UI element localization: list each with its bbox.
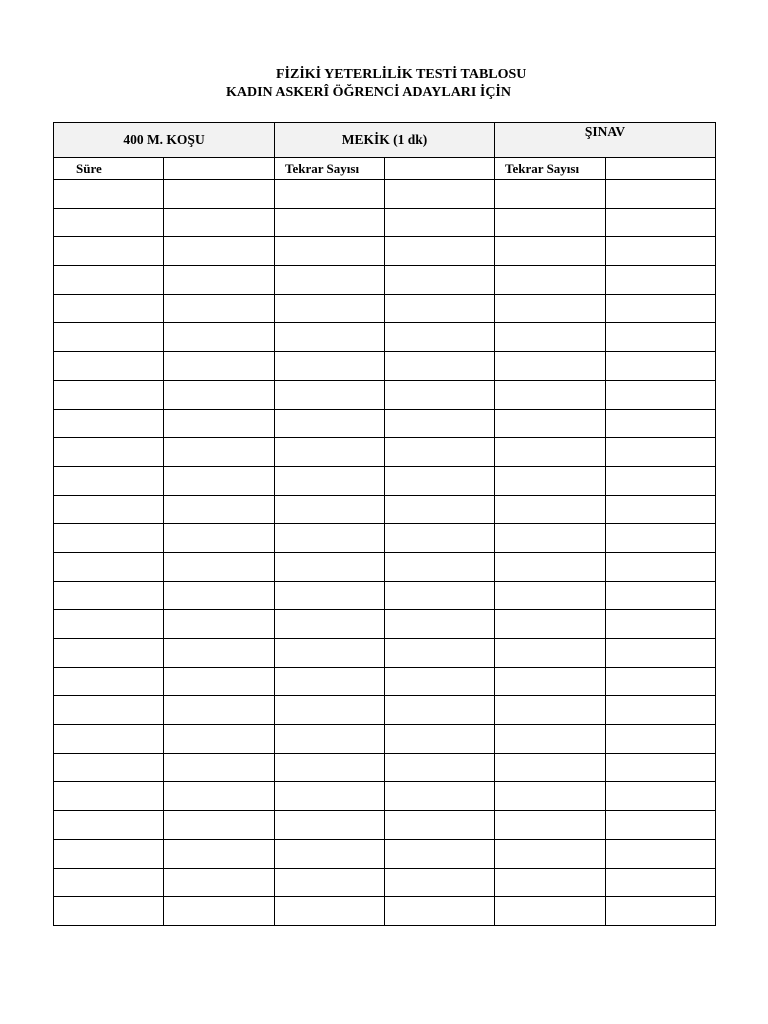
table-cell[interactable]: [495, 868, 606, 897]
table-cell[interactable]: [606, 753, 716, 782]
table-cell[interactable]: [385, 208, 495, 237]
table-cell[interactable]: [606, 180, 716, 209]
table-cell[interactable]: [385, 352, 495, 381]
table-row: [54, 352, 716, 381]
table-cell[interactable]: [385, 552, 495, 581]
group-header-pushups: ŞINAV: [495, 123, 716, 158]
table-cell[interactable]: [385, 725, 495, 754]
table-cell[interactable]: [164, 868, 275, 897]
table-cell[interactable]: [275, 438, 385, 467]
table-cell[interactable]: [164, 610, 275, 639]
table-cell[interactable]: [275, 811, 385, 840]
table-cell[interactable]: [164, 839, 275, 868]
table-cell[interactable]: [385, 495, 495, 524]
table-cell[interactable]: [54, 323, 164, 352]
table-cell[interactable]: [606, 409, 716, 438]
table-cell[interactable]: [164, 352, 275, 381]
table-row: [54, 208, 716, 237]
table-cell[interactable]: [495, 524, 606, 553]
table-cell[interactable]: [495, 495, 606, 524]
table-cell[interactable]: [385, 466, 495, 495]
table-cell[interactable]: [275, 180, 385, 209]
table-cell[interactable]: [385, 380, 495, 409]
table-cell[interactable]: [495, 438, 606, 467]
table-cell[interactable]: [606, 725, 716, 754]
table-cell[interactable]: [495, 266, 606, 295]
table-cell[interactable]: [164, 208, 275, 237]
table-row: [54, 639, 716, 668]
table-row: [54, 266, 716, 295]
table-cell[interactable]: [606, 581, 716, 610]
table-row: [54, 294, 716, 323]
table-cell[interactable]: [275, 610, 385, 639]
table-cell[interactable]: [275, 323, 385, 352]
table-cell[interactable]: [495, 610, 606, 639]
table-cell[interactable]: [275, 409, 385, 438]
table-cell[interactable]: [495, 180, 606, 209]
table-cell[interactable]: [275, 868, 385, 897]
table-cell[interactable]: [54, 237, 164, 266]
table-row: [54, 753, 716, 782]
table-cell[interactable]: [275, 524, 385, 553]
table-cell[interactable]: [385, 897, 495, 926]
table-cell[interactable]: [54, 782, 164, 811]
table-cell[interactable]: [385, 639, 495, 668]
table-body: [54, 180, 716, 926]
table-cell[interactable]: [385, 811, 495, 840]
table-row: [54, 667, 716, 696]
sub-header-run-blank: [164, 158, 275, 180]
table-cell[interactable]: [54, 495, 164, 524]
table-cell[interactable]: [606, 897, 716, 926]
table-cell[interactable]: [54, 180, 164, 209]
table-cell[interactable]: [54, 696, 164, 725]
table-row: [54, 610, 716, 639]
table-cell[interactable]: [164, 581, 275, 610]
group-header-situps: MEKİK (1 dk): [275, 123, 495, 158]
table-cell[interactable]: [275, 466, 385, 495]
table-cell[interactable]: [54, 409, 164, 438]
table-row: [54, 696, 716, 725]
table-cell[interactable]: [495, 725, 606, 754]
table-cell[interactable]: [385, 524, 495, 553]
table-cell[interactable]: [54, 581, 164, 610]
table-cell[interactable]: [275, 237, 385, 266]
table-cell[interactable]: [495, 639, 606, 668]
table-cell[interactable]: [495, 581, 606, 610]
table-cell[interactable]: [275, 639, 385, 668]
table-cell[interactable]: [385, 667, 495, 696]
table-cell[interactable]: [164, 725, 275, 754]
table-cell[interactable]: [54, 811, 164, 840]
table-cell[interactable]: [164, 438, 275, 467]
table-cell[interactable]: [385, 294, 495, 323]
table-cell[interactable]: [606, 466, 716, 495]
table-cell[interactable]: [606, 696, 716, 725]
table-cell[interactable]: [164, 323, 275, 352]
table-cell[interactable]: [495, 552, 606, 581]
table-cell[interactable]: [606, 237, 716, 266]
table-cell[interactable]: [495, 753, 606, 782]
table-cell[interactable]: [54, 725, 164, 754]
table-cell[interactable]: [385, 581, 495, 610]
table-cell[interactable]: [164, 897, 275, 926]
table-cell[interactable]: [164, 409, 275, 438]
table-cell[interactable]: [495, 811, 606, 840]
table-row: [54, 438, 716, 467]
table-cell[interactable]: [54, 667, 164, 696]
table-cell[interactable]: [606, 610, 716, 639]
table-cell[interactable]: [54, 897, 164, 926]
sub-header-pushups-blank: [606, 158, 716, 180]
table-cell[interactable]: [495, 696, 606, 725]
table-cell[interactable]: [495, 294, 606, 323]
table-cell[interactable]: [164, 466, 275, 495]
table-cell[interactable]: [275, 667, 385, 696]
table-row: [54, 466, 716, 495]
table-row: [54, 581, 716, 610]
table-cell[interactable]: [495, 667, 606, 696]
table-cell[interactable]: [606, 495, 716, 524]
sub-header-row: [54, 158, 716, 180]
table-cell[interactable]: [495, 409, 606, 438]
table-cell[interactable]: [606, 524, 716, 553]
table-cell[interactable]: [164, 237, 275, 266]
table-cell[interactable]: [164, 380, 275, 409]
sub-header-pushups-reps: Tekrar Sayısı: [495, 158, 606, 180]
table-cell[interactable]: [385, 753, 495, 782]
table-cell[interactable]: [164, 552, 275, 581]
table-row: [54, 811, 716, 840]
table-cell[interactable]: [606, 266, 716, 295]
table-cell[interactable]: [606, 639, 716, 668]
table-row: [54, 782, 716, 811]
table-cell[interactable]: [164, 667, 275, 696]
table-cell[interactable]: [606, 294, 716, 323]
table-cell[interactable]: [275, 352, 385, 381]
table-cell[interactable]: [275, 294, 385, 323]
table-row: [54, 868, 716, 897]
document-subtitle: KADIN ASKERÎ ÖĞRENCİ ADAYLARI İÇİN: [226, 85, 511, 100]
table-cell[interactable]: [275, 782, 385, 811]
table-cell[interactable]: [606, 438, 716, 467]
table-cell[interactable]: [495, 897, 606, 926]
table-row: [54, 237, 716, 266]
table-row: [54, 409, 716, 438]
table-cell[interactable]: [495, 208, 606, 237]
table-cell[interactable]: [54, 380, 164, 409]
table-cell[interactable]: [606, 352, 716, 381]
table-row: [54, 180, 716, 209]
table-cell[interactable]: [164, 180, 275, 209]
group-header-run: 400 M. KOŞU: [54, 123, 275, 158]
table-cell[interactable]: [164, 696, 275, 725]
sub-header-situps-blank: [385, 158, 495, 180]
table-cell[interactable]: [385, 696, 495, 725]
table-cell[interactable]: [606, 868, 716, 897]
table-cell[interactable]: [275, 495, 385, 524]
table-cell[interactable]: [275, 266, 385, 295]
table-cell[interactable]: [164, 639, 275, 668]
table-row: [54, 552, 716, 581]
table-cell[interactable]: [495, 782, 606, 811]
table-cell[interactable]: [54, 639, 164, 668]
table-cell[interactable]: [54, 552, 164, 581]
table-cell[interactable]: [495, 839, 606, 868]
table-cell[interactable]: [54, 266, 164, 295]
table-cell[interactable]: [385, 237, 495, 266]
table-cell[interactable]: [275, 753, 385, 782]
table-cell[interactable]: [385, 782, 495, 811]
table-cell[interactable]: [606, 782, 716, 811]
table-cell[interactable]: [385, 180, 495, 209]
table-cell[interactable]: [385, 438, 495, 467]
table-cell[interactable]: [495, 323, 606, 352]
table-cell[interactable]: [54, 839, 164, 868]
table-cell[interactable]: [275, 380, 385, 409]
table-cell[interactable]: [275, 581, 385, 610]
table-cell[interactable]: [385, 839, 495, 868]
group-header-row: [54, 123, 716, 158]
table-cell[interactable]: [164, 753, 275, 782]
table-row: [54, 725, 716, 754]
table-cell[interactable]: [54, 524, 164, 553]
table-cell[interactable]: [385, 266, 495, 295]
table-cell[interactable]: [54, 352, 164, 381]
test-score-table: [53, 122, 716, 926]
table-cell[interactable]: [385, 323, 495, 352]
sub-header-situps-reps: Tekrar Sayısı: [275, 158, 385, 180]
table-row: [54, 839, 716, 868]
table-cell[interactable]: [606, 380, 716, 409]
table-cell[interactable]: [54, 208, 164, 237]
table-cell[interactable]: [54, 466, 164, 495]
table-cell[interactable]: [275, 208, 385, 237]
table-cell[interactable]: [606, 552, 716, 581]
table-cell[interactable]: [164, 782, 275, 811]
table-cell[interactable]: [606, 323, 716, 352]
table-cell[interactable]: [606, 667, 716, 696]
table-row: [54, 380, 716, 409]
table-cell[interactable]: [606, 811, 716, 840]
table-row: [54, 897, 716, 926]
table-cell[interactable]: [54, 868, 164, 897]
table-cell[interactable]: [495, 466, 606, 495]
table-cell[interactable]: [606, 839, 716, 868]
table-row: [54, 323, 716, 352]
table-cell[interactable]: [164, 294, 275, 323]
table-cell[interactable]: [164, 266, 275, 295]
table-cell[interactable]: [54, 753, 164, 782]
document-title: FİZİKİ YETERLİLİK TESTİ TABLOSU: [276, 67, 527, 82]
table-row: [54, 524, 716, 553]
table-cell[interactable]: [385, 868, 495, 897]
table-cell[interactable]: [54, 294, 164, 323]
sub-header-run-time: Süre: [54, 158, 164, 180]
table-cell[interactable]: [164, 495, 275, 524]
table-cell[interactable]: [275, 839, 385, 868]
table-cell[interactable]: [606, 208, 716, 237]
table-cell[interactable]: [495, 352, 606, 381]
table-cell[interactable]: [275, 725, 385, 754]
table-cell[interactable]: [495, 380, 606, 409]
table-cell[interactable]: [54, 610, 164, 639]
table-cell[interactable]: [164, 524, 275, 553]
table-cell[interactable]: [275, 696, 385, 725]
table-cell[interactable]: [275, 552, 385, 581]
table-cell[interactable]: [54, 438, 164, 467]
table-cell[interactable]: [495, 237, 606, 266]
table-cell[interactable]: [275, 897, 385, 926]
table-cell[interactable]: [385, 409, 495, 438]
table-cell[interactable]: [385, 610, 495, 639]
table-row: [54, 495, 716, 524]
table-cell[interactable]: [164, 811, 275, 840]
